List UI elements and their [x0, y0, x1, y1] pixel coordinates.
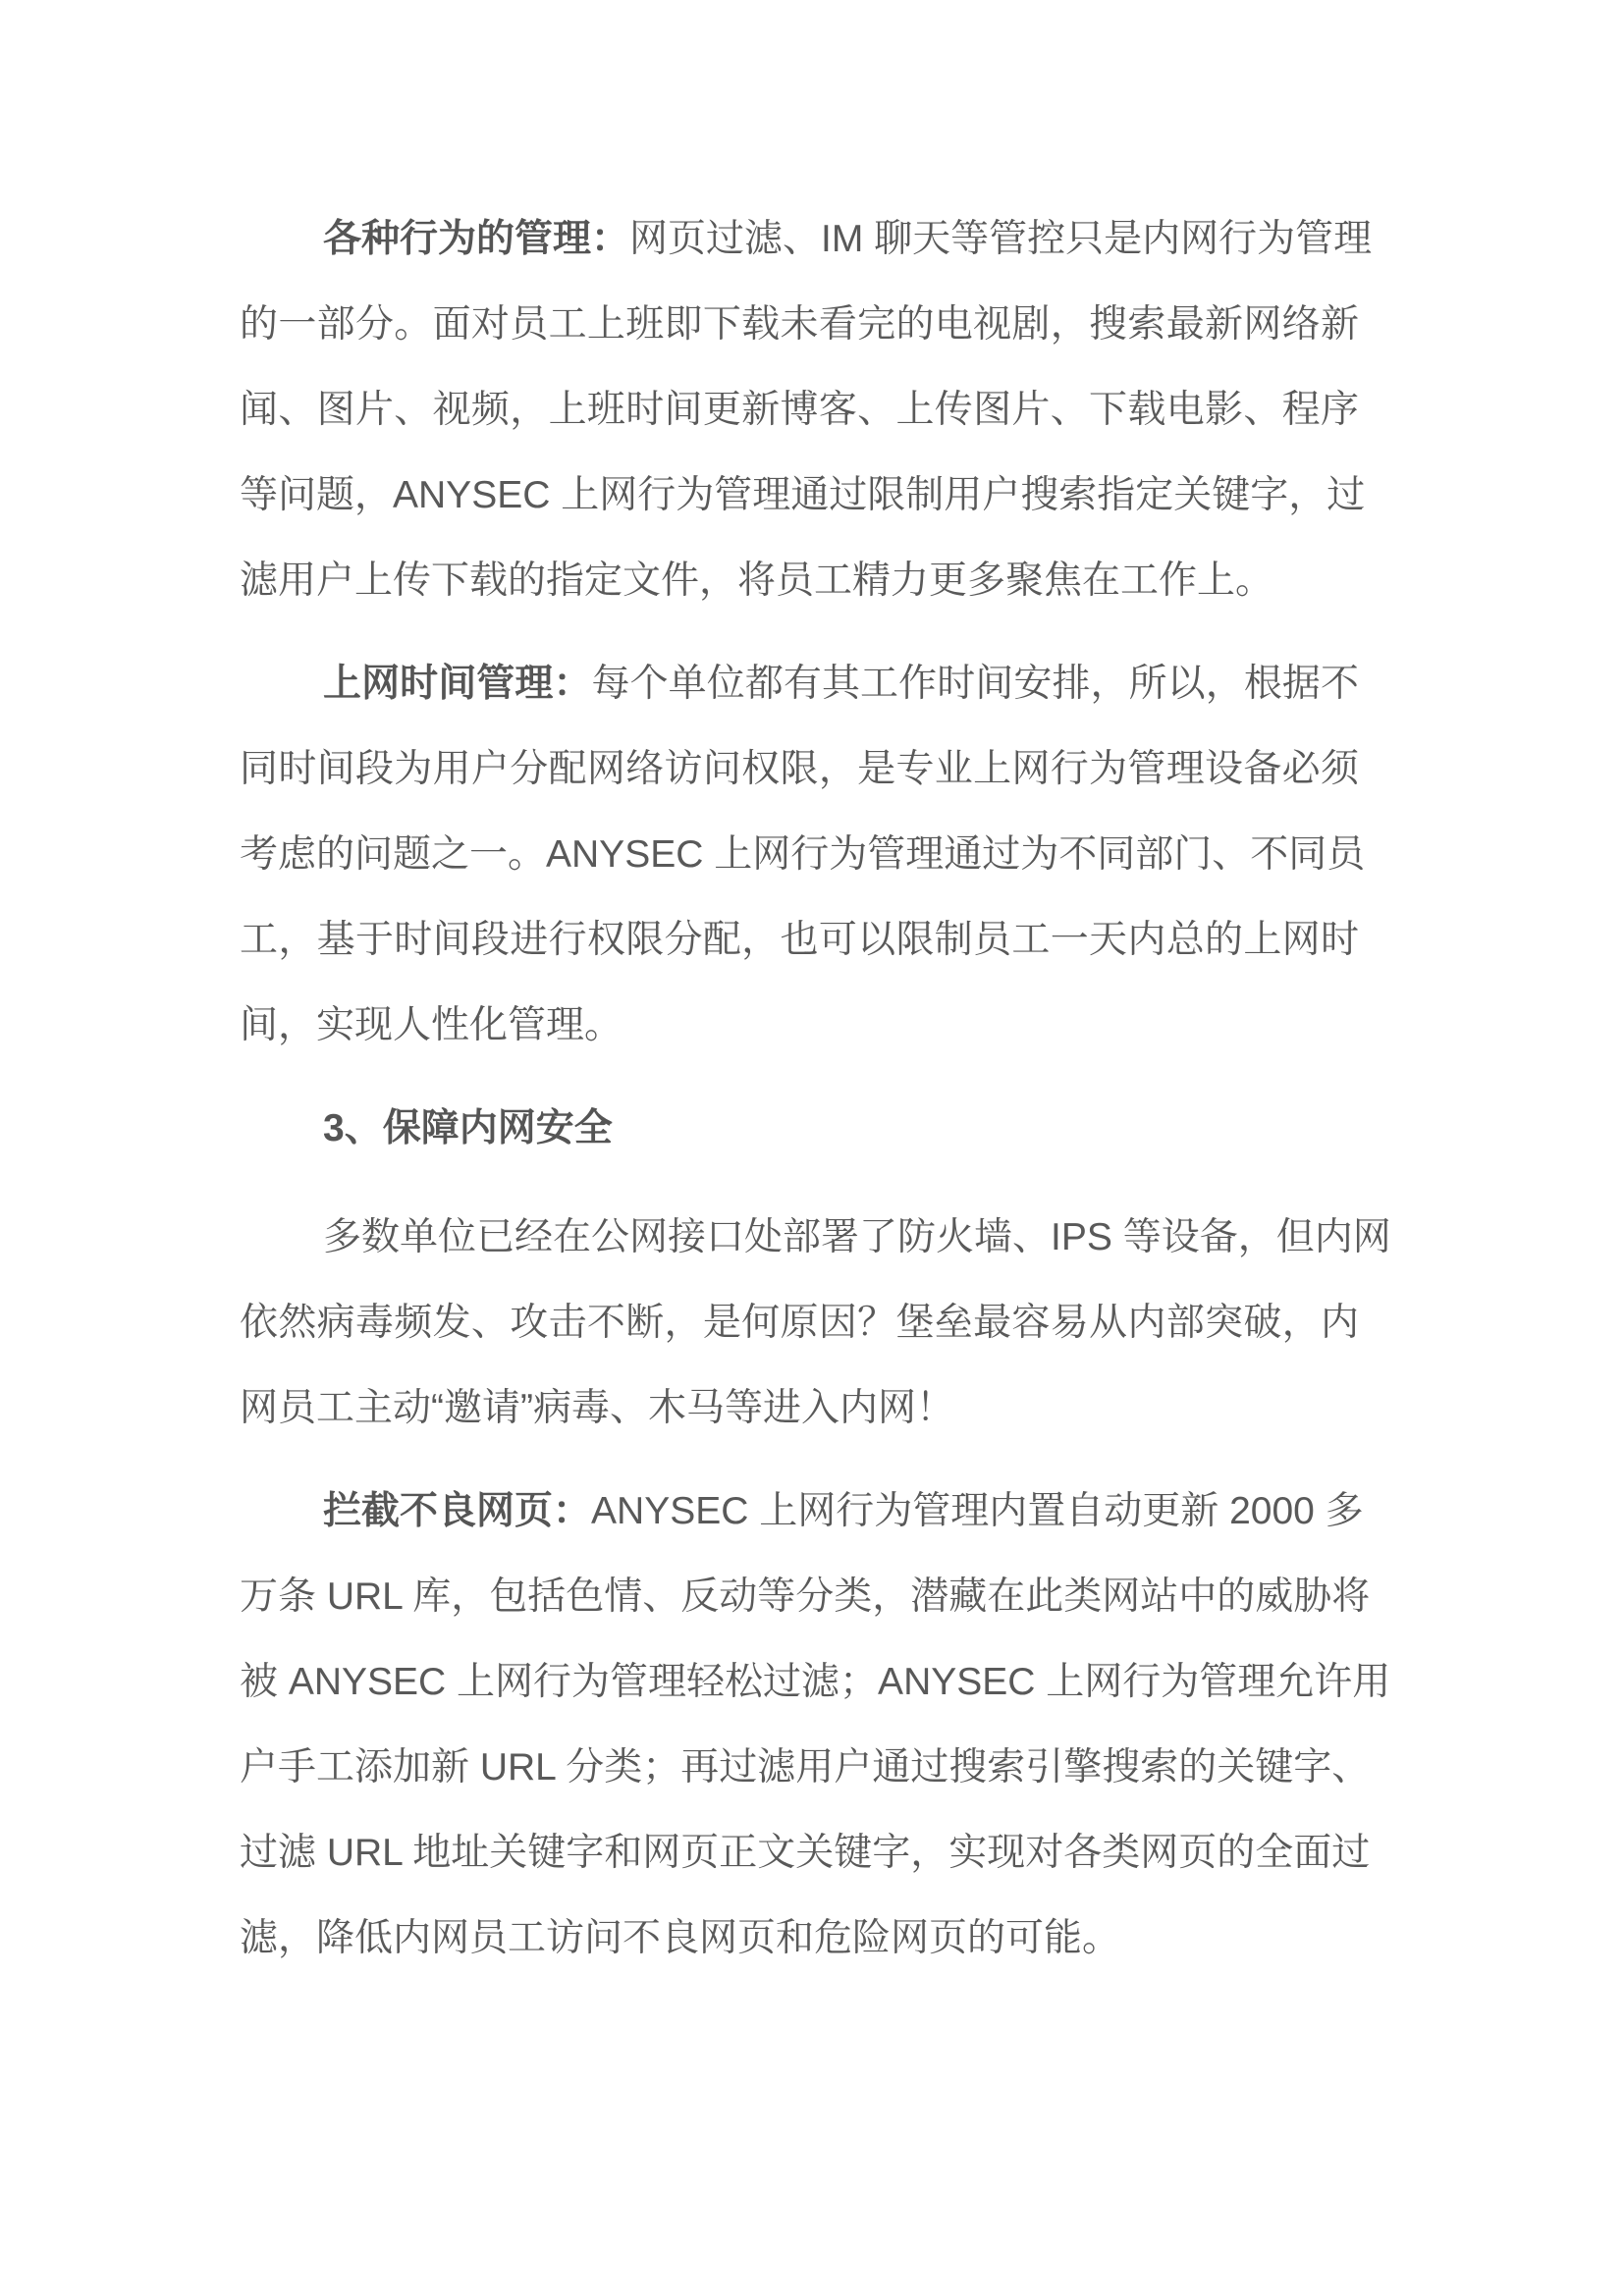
- text-line: 同时间段为用户分配网络访问权限，是专业上网行为管理设备必须: [240, 748, 1359, 790]
- text-line: 依然病毒频发、攻击不断，是何原因？堡垒最容易从内部突破，内: [240, 1302, 1359, 1344]
- text-line: 等问题，ANYSEC 上网行为管理通过限制用户搜索指定关键字，过: [240, 474, 1366, 516]
- paragraph-lead-bold: 各种行为的管理：: [323, 218, 630, 260]
- text-run: 每个单位都有其工作时间安排，所以，根据不: [591, 663, 1359, 705]
- text-line: 工，基于时间段进行权限分配，也可以限制员工一天内总的上网时: [240, 919, 1359, 961]
- text-line: 过滤 URL 地址关键字和网页正文关键字，实现对各类网页的全面过: [240, 1832, 1371, 1874]
- text-line: 考虑的问题之一。ANYSEC 上网行为管理通过为不同部门、不同员: [240, 833, 1366, 876]
- text-line: [240, 641, 1359, 726]
- text-line: 万条 URL 库，包括色情、反动等分类，潜藏在此类网站中的威胁将: [240, 1575, 1371, 1618]
- paragraph-lead-bold: 拦截不良网页：: [323, 1490, 592, 1532]
- paragraph-intranet-security-intro: [240, 1195, 1391, 1451]
- text-line: 户手工添加新 URL 分类；再过滤用户通过搜索引擎搜索的关键字、: [240, 1746, 1371, 1789]
- text-line: 的一部分。面对员工上班即下载未看完的电视剧，搜索最新网络新: [240, 303, 1359, 346]
- text-line: 滤，降低内网员工访问不良网页和危险网页的可能。: [240, 1917, 1121, 1959]
- text-line: 网员工主动“邀请”病毒、木马等进入内网！: [240, 1387, 954, 1429]
- paragraph-block-bad-webpages: [240, 1468, 1391, 1981]
- text-line: 被 ANYSEC 上网行为管理轻松过滤；ANYSEC 上网行为管理允许用: [240, 1661, 1391, 1703]
- text-run: 网页过滤、IM 聊天等管控只是内网行为管理: [629, 218, 1373, 260]
- text-line: 多数单位已经在公网接口处部署了防火墙、IPS 等设备，但内网: [323, 1216, 1391, 1258]
- section-heading: 3、保障内网安全: [323, 1107, 613, 1149]
- text-line: 闻、图片、视频，上班时间更新博客、上传图片、下载电影、程序: [240, 389, 1359, 431]
- text-line: [240, 196, 1373, 282]
- paragraph-lead-bold: 上网时间管理：: [323, 663, 592, 705]
- text-line: 间，实现人性化管理。: [240, 1004, 623, 1046]
- text-line: 滤用户上传下载的指定文件，将员工精力更多聚焦在工作上。: [240, 560, 1274, 602]
- text-run: ANYSEC 上网行为管理内置自动更新 2000 多: [591, 1490, 1364, 1532]
- paragraph-behavior-management: [240, 196, 1373, 623]
- text-line: [240, 1468, 1364, 1554]
- paragraph-time-management: [240, 641, 1366, 1068]
